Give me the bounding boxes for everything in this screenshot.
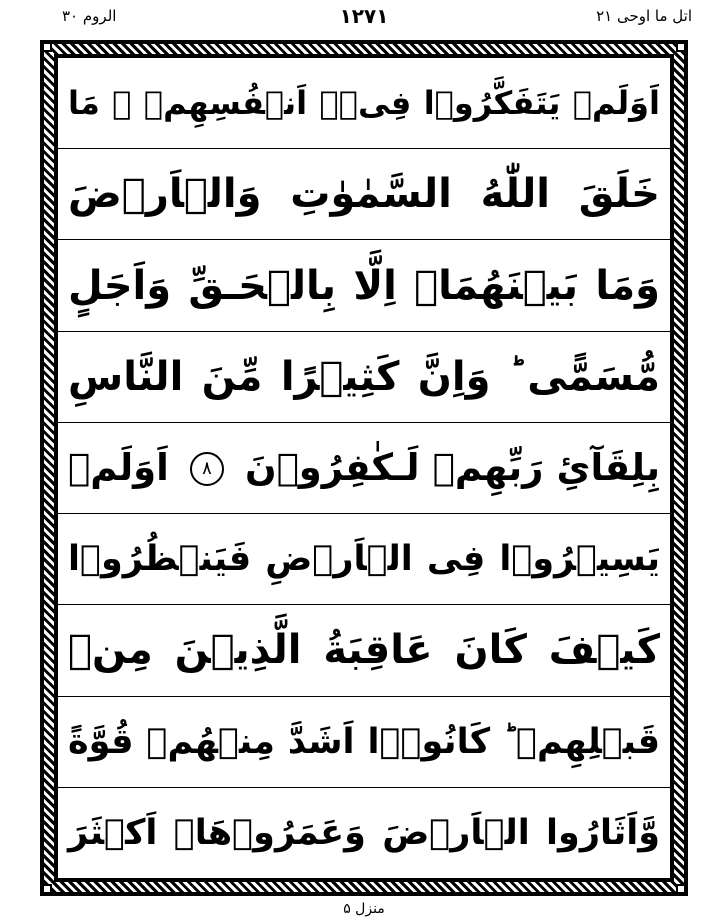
para-name-label: اتل ما اوحی ۲۱ xyxy=(596,7,692,25)
ayah-number-marker: ۸ xyxy=(190,452,224,486)
verse-line-text: وَمَا بَيۡنَهُمَاۤ اِلَّا بِالۡحَـقِّ وَاَجَلٍ xyxy=(68,262,660,309)
verse-line-text xyxy=(68,438,660,498)
manzil-label: منزل ۵ xyxy=(343,901,385,917)
verse-line-9 xyxy=(58,788,670,878)
verse-line-text: وَّاَثَارُوا الۡاَرۡضَ وَعَمَرُوۡهَاۤ اَكۡثَرَ xyxy=(68,812,660,853)
verse-line-4 xyxy=(58,332,670,423)
verse-line-1 xyxy=(58,58,670,149)
verse-line-5 xyxy=(58,423,670,514)
verse-line-text: كَيۡفَ كَانَ عَاقِبَةُ الَّذِيۡنَ مِنۡ xyxy=(68,627,660,674)
corner-ornament-top-right xyxy=(676,42,686,52)
verse-line-text: خَلَقَ اللّٰهُ السَّمٰوٰتِ وَالۡاَرۡضَ xyxy=(68,171,660,218)
verse-line-5-start: بِلِقَآئِ رَبِّهِمۡ لَـكٰفِرُوۡنَ xyxy=(245,445,660,489)
surah-name-label: الروم ۳۰ xyxy=(62,7,117,25)
verse-line-text: قَبۡلِهِمۡ‌ ؕ كَانُوۡۤا اَشَدَّ مِنۡهُمۡ قُوَّةً xyxy=(68,721,660,762)
verse-line-text: مُّسَمًّى‌ ؕ وَاِنَّ كَثِيۡرًا مِّنَ النَّاسِ xyxy=(68,353,660,400)
page-footer xyxy=(0,898,728,920)
page-number: ۱۲۷۱ xyxy=(339,4,389,28)
corner-ornament-bottom-left xyxy=(42,884,52,894)
page-header xyxy=(0,0,728,38)
verse-line-2 xyxy=(58,149,670,240)
verse-line-text: يَسِيۡرُوۡا فِى الۡاَرۡضِ فَيَنۡظُرُوۡا xyxy=(68,539,660,580)
verse-line-3 xyxy=(58,240,670,331)
page-frame xyxy=(40,40,688,896)
corner-ornament-top-left xyxy=(42,42,52,52)
verse-line-8 xyxy=(58,697,670,788)
verse-line-5-end: اَوَلَمۡ xyxy=(68,445,169,489)
corner-ornament-bottom-right xyxy=(676,884,686,894)
verse-line-7 xyxy=(58,605,670,696)
verse-panel xyxy=(58,58,670,878)
verse-line-text: اَوَلَمۡ يَتَفَكَّرُوۡا فِىۡۤ اَنۡفُسِهِمۡ ۟ مَا xyxy=(68,84,660,123)
verse-line-6 xyxy=(58,514,670,605)
